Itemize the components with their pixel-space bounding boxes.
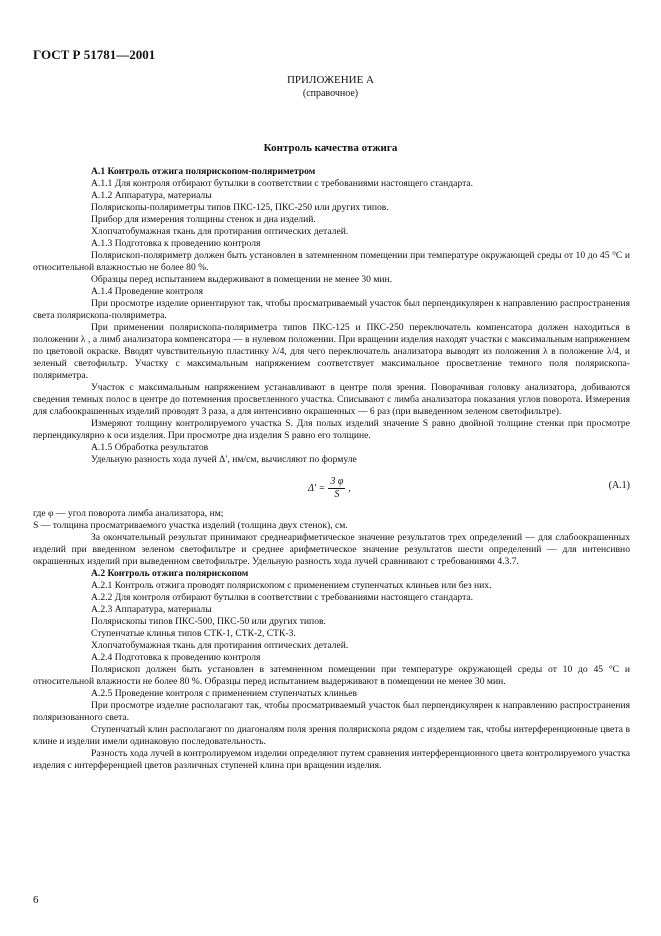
paragraph: Измеряют толщину контролируемого участка S. Для полых изделий значение S равно двойной толщине стенки при просмотре перпендикулярно к оси изделия. При просмотре дна изделия S равно его толщине. bbox=[33, 418, 630, 441]
paragraph: При просмотре изделие располагают так, чтобы просматриваемый участок был перпендикулярен к направлению распространения поляризованного света. bbox=[33, 700, 630, 723]
clause-a1-5: А.1.5 Обработка результатов bbox=[91, 442, 209, 453]
paragraph: Ступенчатый клин располагают по диагоналям поля зрения полярископа рядом с изделием так, чтобы интерференционные цвета в клине и изделии имели одинаковую последовательность. bbox=[33, 724, 630, 747]
clause-a2-5: А.2.5 Проведение контроля с применением ступенчатых клиньев bbox=[91, 688, 358, 699]
formula-lhs: Δ′ = bbox=[308, 482, 326, 494]
paragraph: За окончательный результат принимают среднеарифметическое значение результатов трех определений — для слабоокрашенных изделий при введенном зеленом светофильтре и среднее арифметическое значение результатов шести определений — для интенсивно окрашенных изделий при выведенном светофильтре. Удельную разность хода лучей сравнивают с требованиями 4.3.7. bbox=[33, 532, 630, 567]
clause-a1-4: А.1.4 Проведение контроля bbox=[91, 286, 203, 297]
list-item: Прибор для измерения толщины стенок и дна изделий. bbox=[91, 214, 316, 225]
list-item: Хлопчатобумажная ткань для протирания оптических деталей. bbox=[91, 640, 349, 651]
formula-tail: , bbox=[348, 482, 351, 494]
appendix-subtitle: (справочное) bbox=[302, 88, 359, 99]
clause-a2-1: А.2.1 Контроль отжига проводят полярископом с применением ступенчатых клиньев или без них. bbox=[91, 580, 492, 591]
paragraph: Участок с максимальным напряжением устанавливают в центре поля зрения. Поворачивая головку анализатора, добиваются сведения темных полос в центре до потемнения просветленного участка. Списывают с лимба анализатора показания углов поворота. Измерения для слабоокрашенных изделий проводят 3 раза, а для интенсивно окрашенных — 6 раз (при выведенном зеленом светофильтре). bbox=[33, 382, 630, 417]
document-title: Контроль качества отжига bbox=[263, 142, 398, 154]
paragraph: Образцы перед испытанием выдерживают в помещении не менее 30 мин. bbox=[91, 274, 393, 285]
formula-fraction bbox=[328, 476, 345, 501]
clause-a1-1: А.1.1 Для контроля отбирают бутылки в соответствии с требованиями настоящего стандарта. bbox=[91, 178, 474, 189]
clause-a2-3: А.2.3 Аппаратура, материалы bbox=[91, 604, 212, 615]
list-item: Полярископы-поляриметры типов ПКС-125, ПКС-250 или других типов. bbox=[91, 202, 389, 213]
list-item: Хлопчатобумажная ткань для протирания оптических деталей. bbox=[91, 226, 349, 237]
document-body bbox=[33, 166, 630, 772]
clause-a1-3: А.1.3 Подготовка к проведению контроля bbox=[91, 238, 261, 249]
formula-block bbox=[33, 470, 630, 504]
clause-a1-2: А.1.2 Аппаратура, материалы bbox=[91, 190, 212, 201]
section-a1-title: А.1 Контроль отжига полярископом-поляриметром bbox=[91, 166, 316, 177]
paragraph: При просмотре изделие ориентируют так, чтобы просматриваемый участок был перпендикулярен к направлению распространения света полярископа-поляриметра. bbox=[33, 298, 630, 321]
paragraph: Удельную разность хода лучей Δ′, нм/см, вычисляют по формуле bbox=[91, 454, 357, 465]
clause-a2-2: А.2.2 Для контроля отбирают бутылки в соответствии с требованиями настоящего стандарта. bbox=[91, 592, 474, 603]
list-item: Ступенчатые клинья типов СТК-1, СТК-2, СТК-3. bbox=[91, 628, 296, 639]
formula-legend: где φ — угол поворота лимба анализатора, нм; bbox=[33, 508, 224, 519]
paragraph: Разность хода лучей в контролируемом изделии определяют путем сравнения интерференционного цвета контролируемого участка изделия с интерференцией цветов различных ступеней клина при вращении изделия. bbox=[33, 748, 630, 771]
appendix-title: ПРИЛОЖЕНИЕ А bbox=[286, 74, 374, 86]
list-item: Полярископы типов ПКС-500, ПКС-50 или других типов. bbox=[91, 616, 326, 627]
section-a2-title: А.2 Контроль отжига полярископом bbox=[91, 568, 249, 579]
clause-a2-4: А.2.4 Подготовка к проведению контроля bbox=[91, 652, 261, 663]
paragraph: Полярископ-поляриметр должен быть установлен в затемненном помещении при температуре окружающей среды от 10 до 45 °С и относительной влажностью не более 80 %. bbox=[33, 250, 630, 273]
formula-denominator: S bbox=[334, 489, 340, 500]
standard-header: ГОСТ Р 51781—2001 bbox=[33, 47, 156, 62]
paragraph: При применении полярископа-поляриметра типов ПКС-125 и ПКС-250 переключатель компенсатора должен находиться в положении λ , а лимб анализатора компенсатора — в нулевом положении. При вращении изделия находят участки с максимальным напряжением по цветовой окраске. Вводят чувствительную пластинку λ/4, для чего переключатель анализатора выводят из положения λ в положение λ/4, и зеленый светофильтр. Участку с максимальным напряжением соответствует максимальное просветление темного поля полярископа-поляриметра. bbox=[33, 322, 630, 381]
page-number: 6 bbox=[33, 894, 39, 906]
formula bbox=[308, 476, 351, 501]
formula-numerator: 3 φ bbox=[330, 476, 344, 487]
paragraph: Полярископ должен быть установлен в затемненном помещении при температуре окружающей среды от 10 до 45 °С и относительной влажности не более 80 %. Образцы перед испытанием выдерживают в помещении не менее 30 мин. bbox=[33, 664, 630, 687]
formula-legend: S — толщина просматриваемого участка изделий (толщина двух стенок), см. bbox=[33, 520, 348, 531]
formula-number: (А.1) bbox=[608, 480, 630, 491]
